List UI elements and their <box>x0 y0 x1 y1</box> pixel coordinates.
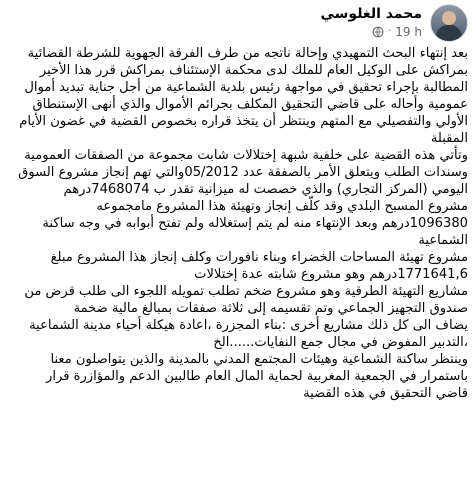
post-timestamp[interactable]: 19 h <box>395 24 422 39</box>
globe-icon[interactable] <box>372 26 384 38</box>
avatar-body-shape <box>436 25 462 42</box>
post-paragraph-roads: مشاريع التهيئة الطرقية وهو مشروع ضخم تطلب تمويله اللجوء الى طلب قرض من صندوق التجهيز الجماعي وتم تقسيمه إلى ثلاثة صفقات بمبالغ مالية ضخمة <box>24 284 468 316</box>
author-block <box>321 7 423 39</box>
post-text <box>10 45 468 485</box>
post-meta <box>321 26 423 39</box>
post-paragraph-green-spaces: مشروع تهيئة المساحات الخضراء وبناء نافورات وكلف إنجاز هذا المشروع مبلغ 1771641,6درهم وهو مشروع شابته عدة إختلالات <box>50 250 468 282</box>
post-paragraph-residents-waiting: وينتظر ساكنة الشماعية وهيئات المجتمع المدني بالمدينة والذين يتواصلون معنا باستمرار في الجمعية المغربية لحماية المال العام طالبين الدعم والمؤازرة قرار قاضي التحقيق في هذه القضية <box>46 352 468 401</box>
post-paragraph-other-projects: يضاف الى كل ذلك مشاريع أخرى :بناء المجزرة ،اعادة هيكلة أحياء مدينة الشماعية ،التدبير المفوض في مجال جمع النفايات......الخ <box>29 318 468 350</box>
post-header <box>10 0 468 44</box>
author-name-link[interactable]: محمد الغلوسي <box>320 6 422 23</box>
post-paragraph-intro: بعد إنتهاء البحث التمهيدي وإحالة ناتجه من طرف الفرقة الجهوية للشرطة القضائية بمراكش على الوكيل العام للملك لدى محكمة الإستئناف بمراكش قرر هذا الأخير المطالبة بإجراء تحقيق في مواجهة رئيس بلدية الشماعية من أجل جناية تبديد أموال عمومية وأحاله على قاضي التحقيق المكلف بجرائم الأموال والذي أنهى الإستنطاق الأولي والتفصيلي مع المتهم وينتظر أن يتخذ قراره بخصوص القضية في غضون الأيام المقبلة <box>19 46 468 146</box>
post-paragraph-market: وتأتي هذه القضية على خلفية شبهة إختلالات شابت مجموعة من الصفقات العمومية وسندات الطلب ويتعلق الأمر بالصفقة عدد 05/2012والتي تهم إنجاز مشروع السوق اليومي (المركز التجاري) والذي خصصت له ميزانية تقدر ب 7468074درهم <box>18 148 468 197</box>
author-avatar[interactable] <box>430 4 468 42</box>
avatar-head-shape <box>442 11 456 25</box>
meta-separator: · <box>388 26 392 38</box>
post-paragraph-pool: مشروع المسبح البلدي وقد كلّف إنجاز وتهيئة هذا المشروع مامجموعه 1096380درهم وبعد الإنتهاء منه لم يتم إستغلاله ولم تفتح أبوابه في وجه ساكنة الشماعية <box>42 199 468 248</box>
